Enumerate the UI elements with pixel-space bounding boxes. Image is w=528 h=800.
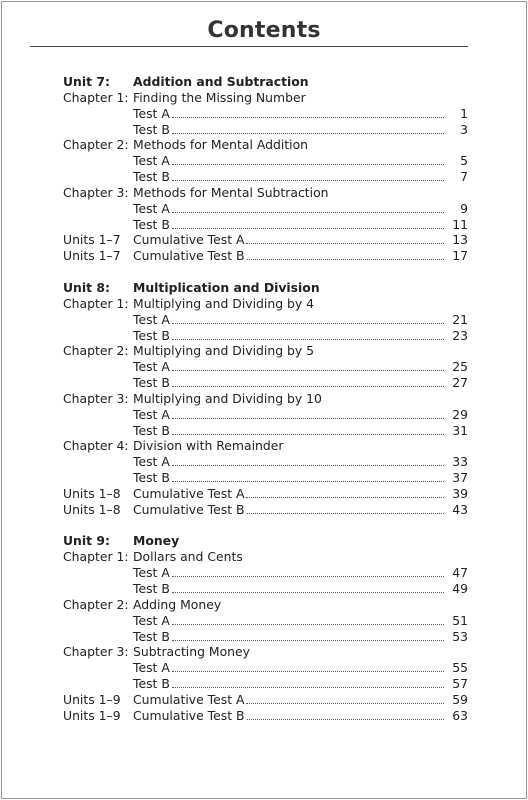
chapter-title: Finding the Missing Number (133, 89, 306, 105)
page-number: 53 (452, 628, 468, 644)
test-row (63, 423, 468, 439)
unit-title: Multiplication and Division (133, 279, 320, 295)
toc-entry (133, 122, 468, 138)
chapter-heading (63, 549, 468, 565)
chapter-label: Chapter 1: (63, 295, 129, 311)
entry-label: Test A (133, 406, 170, 422)
page-number: 51 (452, 612, 468, 628)
toc-entry (133, 359, 468, 375)
toc-entry (133, 312, 468, 328)
chapter-title: Adding Money (133, 596, 222, 612)
entry-label: Test B (133, 470, 170, 486)
toc-entry (133, 629, 468, 645)
chapter-title: Multiplying and Dividing by 5 (133, 343, 315, 359)
dot-leader (172, 630, 444, 641)
page-number: 23 (452, 327, 468, 343)
test-row (63, 312, 468, 328)
test-row (63, 375, 468, 391)
dot-leader (172, 455, 444, 466)
toc-entry (133, 692, 468, 708)
chapter-heading (63, 644, 468, 660)
toc-entry (133, 106, 468, 122)
page-number: 7 (460, 169, 468, 185)
toc-entry (133, 660, 468, 676)
chapter-heading (63, 90, 468, 106)
dot-leader (172, 329, 444, 340)
entry-label: Test A (133, 660, 170, 676)
units-range-label: Units 1–7 (63, 232, 121, 248)
entry-label: Test B (133, 676, 170, 692)
test-row (63, 454, 468, 470)
dot-leader (172, 123, 444, 134)
units-range-label: Units 1–8 (63, 485, 121, 501)
dot-leader (172, 471, 444, 482)
test-row (63, 122, 468, 138)
unit-heading (63, 280, 468, 296)
chapter-title: Multiplying and Dividing by 10 (133, 390, 322, 406)
chapter-title: Methods for Mental Subtraction (133, 184, 329, 200)
page-number: 43 (452, 501, 468, 517)
entry-label: Test A (133, 359, 170, 375)
toc-entry (133, 407, 468, 423)
toc-entry (133, 248, 468, 264)
entry-label: Cumulative Test A (133, 232, 245, 248)
page-number: 57 (452, 676, 468, 692)
page-number: 17 (452, 248, 468, 264)
dot-leader (246, 233, 444, 244)
units-range-label: Units 1–9 (63, 691, 121, 707)
toc-entry (133, 328, 468, 344)
dot-leader (246, 693, 444, 704)
units-range-label: Units 1–8 (63, 501, 121, 517)
test-row (63, 470, 468, 486)
toc-entry (133, 454, 468, 470)
chapter-heading (63, 343, 468, 359)
page-number: 55 (452, 660, 468, 676)
dot-leader (172, 614, 444, 625)
page-number: 11 (452, 216, 468, 232)
entry-label: Test A (133, 153, 170, 169)
unit-heading (63, 74, 468, 90)
entry-label: Test A (133, 311, 170, 327)
chapter-title: Division with Remainder (133, 438, 284, 454)
dot-leader (172, 154, 444, 165)
dot-leader (172, 424, 444, 435)
page-number: 9 (460, 200, 468, 216)
dot-leader (172, 376, 444, 387)
toc-entry (133, 565, 468, 581)
cumulative-row (63, 232, 468, 248)
chapter-label: Chapter 2: (63, 137, 129, 153)
test-row (63, 565, 468, 581)
chapter-label: Chapter 1: (63, 89, 129, 105)
test-row (63, 581, 468, 597)
page-number: 1 (460, 105, 468, 121)
dot-leader (172, 582, 444, 593)
chapter-label: Chapter 3: (63, 390, 129, 406)
entry-label: Cumulative Test B (133, 501, 245, 517)
test-row (63, 629, 468, 645)
unit-label: Unit 8: (63, 279, 110, 295)
page-number: 59 (452, 691, 468, 707)
page-title: Contents (207, 18, 321, 43)
chapter-heading (63, 597, 468, 613)
test-row (63, 201, 468, 217)
entry-label: Test B (133, 216, 170, 232)
dot-leader (172, 677, 444, 688)
chapter-label: Chapter 3: (63, 644, 129, 660)
test-row (63, 407, 468, 423)
toc-entry (133, 153, 468, 169)
page-number: 31 (452, 422, 468, 438)
entry-label: Cumulative Test A (133, 691, 245, 707)
test-row (63, 106, 468, 122)
chapter-label: Chapter 2: (63, 596, 129, 612)
chapter-label: Chapter 4: (63, 438, 129, 454)
test-row (63, 359, 468, 375)
dot-leader (247, 249, 445, 260)
entry-label: Test A (133, 200, 170, 216)
units-range-label: Units 1–7 (63, 248, 121, 264)
dot-leader (247, 709, 445, 720)
chapter-heading (63, 438, 468, 454)
entry-label: Test A (133, 612, 170, 628)
cumulative-row (63, 708, 468, 724)
toc-entry (133, 169, 468, 185)
cumulative-row (63, 486, 468, 502)
chapter-title: Methods for Mental Addition (133, 137, 309, 153)
test-row (63, 328, 468, 344)
units-range-label: Units 1–9 (63, 707, 121, 723)
cumulative-row (63, 248, 468, 264)
chapter-heading (63, 391, 468, 407)
chapter-title: Subtracting Money (133, 644, 250, 660)
page-number: 37 (452, 470, 468, 486)
dot-leader (172, 566, 444, 577)
page-number: 63 (452, 707, 468, 723)
page-number: 27 (452, 375, 468, 391)
entry-label: Cumulative Test B (133, 707, 245, 723)
table-of-contents (63, 74, 468, 724)
chapter-heading (63, 296, 468, 312)
page-number: 21 (452, 311, 468, 327)
entry-label: Test B (133, 327, 170, 343)
toc-entry (133, 201, 468, 217)
dot-leader (172, 170, 444, 181)
page-number: 49 (452, 581, 468, 596)
unit-title: Money (133, 533, 180, 549)
test-row (63, 676, 468, 692)
toc-entry (133, 708, 468, 724)
unit-label: Unit 7: (63, 74, 110, 89)
entry-label: Test A (133, 565, 170, 581)
test-row (63, 217, 468, 233)
test-row (63, 169, 468, 185)
test-row (63, 613, 468, 629)
entry-label: Cumulative Test B (133, 248, 245, 264)
chapter-title: Multiplying and Dividing by 4 (133, 295, 315, 311)
page-number: 47 (452, 565, 468, 581)
chapter-label: Chapter 1: (63, 549, 129, 565)
dot-leader (172, 408, 444, 419)
page-number: 5 (460, 153, 468, 169)
entry-label: Test B (133, 375, 170, 391)
entry-label: Test B (133, 628, 170, 644)
chapter-title: Dollars and Cents (133, 549, 243, 565)
unit-heading (63, 533, 468, 549)
toc-entry (133, 217, 468, 233)
chapter-heading (63, 137, 468, 153)
dot-leader (172, 202, 444, 213)
page-number: 25 (452, 359, 468, 375)
page-number: 39 (452, 485, 468, 501)
dot-leader (172, 661, 444, 672)
page-number: 29 (452, 406, 468, 422)
entry-label: Test A (133, 105, 170, 121)
unit-title: Addition and Subtraction (133, 74, 309, 89)
page-number: 33 (452, 454, 468, 470)
toc-entry (133, 613, 468, 629)
dot-leader (246, 487, 444, 498)
chapter-heading (63, 185, 468, 201)
toc-entry (133, 676, 468, 692)
toc-entry (133, 486, 468, 502)
dot-leader (247, 503, 445, 514)
unit-label: Unit 9: (63, 533, 110, 549)
toc-entry (133, 375, 468, 391)
dot-leader (172, 313, 444, 324)
page-number: 13 (452, 232, 468, 248)
cumulative-row (63, 692, 468, 708)
chapter-label: Chapter 2: (63, 343, 129, 359)
toc-entry (133, 581, 468, 597)
title-rule (30, 46, 468, 47)
test-row (63, 660, 468, 676)
toc-entry (133, 232, 468, 248)
test-row (63, 153, 468, 169)
cumulative-row (63, 502, 468, 518)
entry-label: Test B (133, 422, 170, 438)
page-number: 3 (460, 121, 468, 137)
entry-label: Test B (133, 581, 170, 596)
dot-leader (172, 360, 444, 371)
toc-entry (133, 470, 468, 486)
toc-entry (133, 423, 468, 439)
chapter-label: Chapter 3: (63, 184, 129, 200)
entry-label: Test A (133, 454, 170, 470)
entry-label: Cumulative Test A (133, 485, 245, 501)
toc-entry (133, 502, 468, 518)
entry-label: Test B (133, 121, 170, 137)
dot-leader (172, 218, 444, 229)
entry-label: Test B (133, 169, 170, 185)
dot-leader (172, 107, 444, 118)
